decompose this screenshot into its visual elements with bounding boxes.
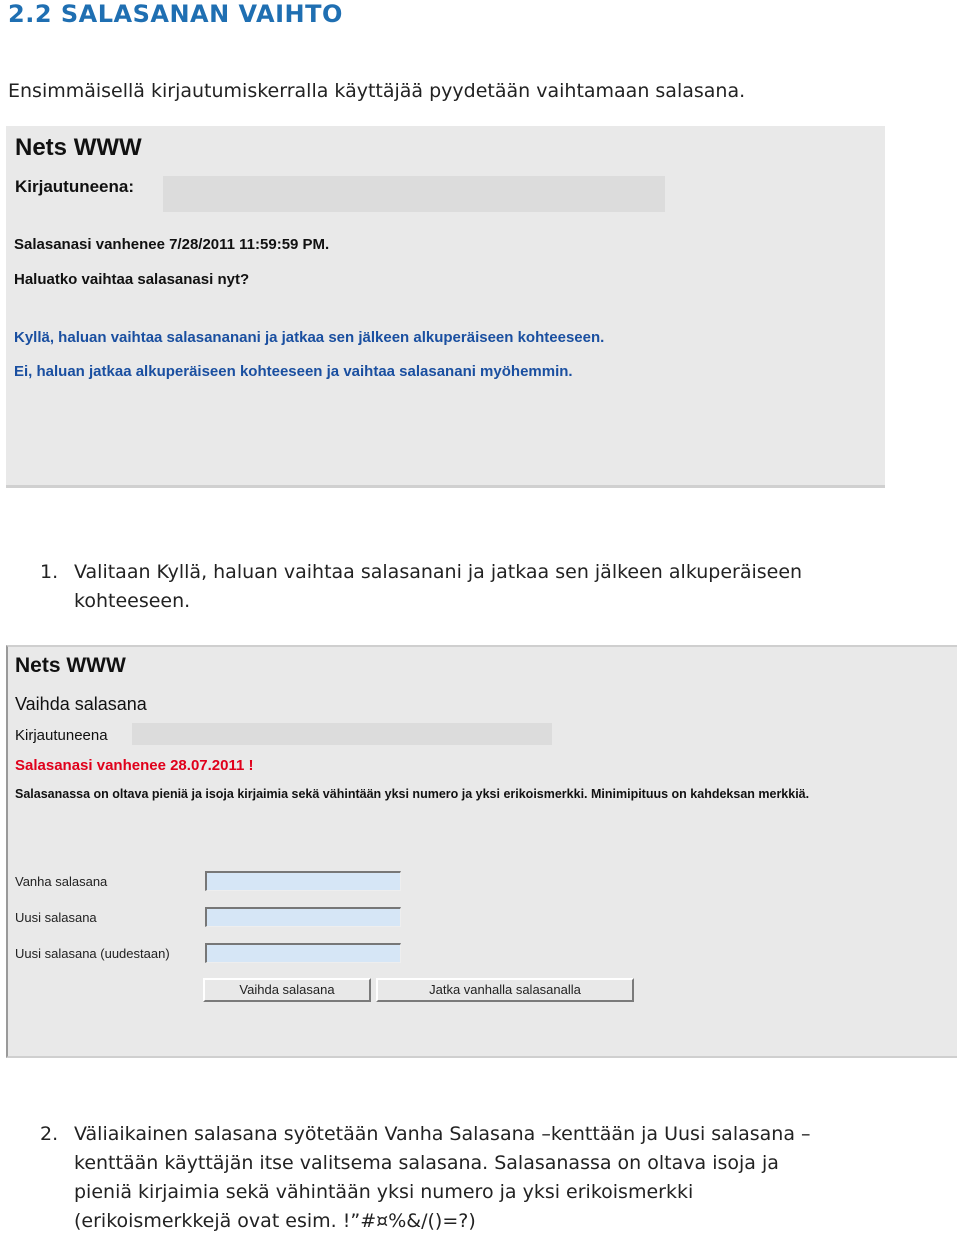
old-password-label: Vanha salasana: [15, 874, 108, 889]
change-password-button[interactable]: Vaihda salasana: [203, 978, 371, 1002]
logged-in-label: Kirjautuneena: [15, 727, 108, 744]
step2-number: 2.: [40, 1123, 59, 1145]
continue-old-password-button[interactable]: Jatka vanhalla salasanalla: [376, 978, 634, 1002]
link-change-later[interactable]: Ei, haluan jatkaa alkuperäiseen kohteeseen ja vaihtaa salasanani myöhemmin.: [14, 363, 573, 380]
redacted-username: [132, 723, 552, 745]
app-title: Nets WWW: [15, 654, 126, 677]
step2-line4: (erikoismerkkejä ovat esim. !”#¤%&/()=?): [74, 1210, 476, 1232]
expiry-text: Salasanasi vanhenee 7/28/2011 11:59:59 PM.: [14, 236, 330, 253]
old-password-input[interactable]: [205, 871, 401, 891]
new-password-input[interactable]: [205, 907, 401, 927]
password-rules: Salasanassa on oltava pieniä ja isoja kirjaimia sekä vähintään yksi numero ja yksi erikoismerkki. Minimipituus on kahdeksan merkkiä.: [15, 787, 810, 801]
document-heading: 2.2 SALASANAN VAIHTO: [8, 0, 343, 28]
page-subtitle: Vaihda salasana: [15, 694, 147, 714]
step1-number: 1.: [40, 561, 59, 583]
confirm-password-label: Uusi salasana (uudestaan): [15, 946, 170, 961]
intro-paragraph: Ensimmäisellä kirjautumiskerralla käyttäjää pyydetään vaihtamaan salasana.: [8, 80, 746, 102]
step2-line3: pieniä kirjaimia sekä vähintään yksi numero ja yksi erikoismerkki: [74, 1181, 694, 1203]
step1-line2: kohteeseen.: [74, 590, 191, 612]
redacted-username: [163, 176, 665, 212]
step2-line2: kenttään käyttäjän itse valitsema salasana. Salasanassa on oltava isoja ja: [74, 1152, 779, 1174]
expiry-warning: Salasanasi vanhenee 28.07.2011 !: [15, 757, 254, 774]
app-title: Nets WWW: [15, 134, 142, 161]
change-question: Haluatko vaihtaa salasanasi nyt?: [14, 271, 250, 288]
step2-line1: Väliaikainen salasana syötetään Vanha Salasana –kenttään ja Uusi salasana –: [74, 1123, 811, 1145]
step1-line1: Valitaan Kyllä, haluan vaihtaa salasanani ja jatkaa sen jälkeen alkuperäiseen: [74, 561, 803, 583]
confirm-password-input[interactable]: [205, 943, 401, 963]
link-change-now[interactable]: Kyllä, haluan vaihtaa salasananani ja jatkaa sen jälkeen alkuperäiseen kohteeseen.: [14, 329, 605, 346]
expiry-prompt-screenshot: [6, 126, 885, 488]
logged-in-label: Kirjautuneena:: [15, 177, 135, 196]
new-password-label: Uusi salasana: [15, 910, 97, 925]
change-password-screenshot: [6, 645, 957, 1058]
